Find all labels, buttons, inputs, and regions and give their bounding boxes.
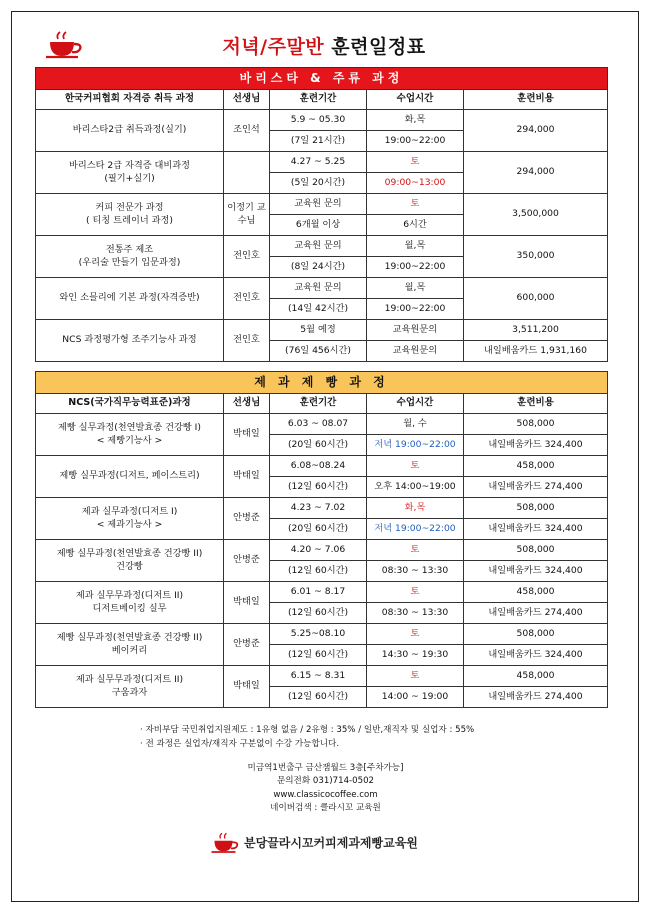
course-name: 전통주 제조 [105,244,154,256]
table-row [36,624,608,645]
course-name-cell [36,540,224,582]
fee-card-cell: 내일배움카드 324,400 [464,561,608,582]
period-duration-cell: (7일 21시간) [270,131,367,152]
website-link[interactable]: www.classicocoffee.com [273,789,378,800]
teacher-cell: 박태일 [224,414,270,456]
teacher-cell [224,152,270,194]
fee-cell: 3,500,000 [464,194,608,236]
teacher-cell: 이정기 교수님 [224,194,270,236]
class-time-cell: 저녁 19:00~22:00 [367,435,464,456]
period-duration-cell: (12일 60시간) [270,561,367,582]
contact-info [0,762,651,815]
period-cell: 교육원 문의 [270,236,367,257]
teacher-cell: 박태일 [224,666,270,708]
fee-card-cell: 내일배움카드 274,400 [464,687,608,708]
period-duration-cell: (20일 60시간) [270,519,367,540]
class-day-cell: 교육원문의 [367,320,464,341]
class-day-cell: 토 [367,666,464,687]
class-day-cell: 토 [367,582,464,603]
course-name: 와인 소믈리에 기본 과정(자격증반) [59,292,200,304]
period-cell: 5월 예정 [270,320,367,341]
class-time-cell: 6시간 [367,215,464,236]
period-cell: 교육원 문의 [270,194,367,215]
brand-footer [210,828,450,858]
class-time-cell: 14:00 ~ 19:00 [367,687,464,708]
title-main: 훈련일정표 [331,36,426,58]
brand-name: 분당끌라시꼬커피제과제빵교육원 [244,836,418,850]
course-name: 바리스타 2급 자격증 대비과정 [68,160,191,172]
header [44,28,604,64]
fee-card-cell: 내일배움카드 324,400 [464,435,608,456]
course-name: 제과 실무무과정(디저트 II) [75,590,184,602]
course-name-cell [36,624,224,666]
course-name-cell [36,582,224,624]
course-subtitle: < 제빵기능사 > [96,434,163,446]
col-header: 수업시간 [367,394,464,414]
table-header-row [36,394,608,414]
course-subtitle: < 제과기능사 > [96,518,163,530]
course-name: 커피 전문가 과정 [95,202,164,214]
col-header: 한국커피협회 자격증 취득 과정 [36,90,224,110]
col-header: 훈련비용 [464,394,608,414]
course-name-cell [36,194,224,236]
fee-card-cell: 내일배움카드 324,400 [464,645,608,666]
table-header-row [36,90,608,110]
naver-search: 네이버검색 : 클라시꼬 교육원 [270,802,381,813]
notes [140,724,474,752]
col-header: 훈련기간 [270,90,367,110]
course-subtitle: 베이커리 [111,644,148,656]
teacher-cell: 안병준 [224,498,270,540]
period-duration-cell: (12일 60시간) [270,603,367,624]
col-header: NCS(국가직무능력표준)과정 [36,394,224,414]
class-day-cell: 화,목 [367,498,464,519]
course-name: 제과 실무과정(디저트 I) [81,506,178,518]
section-band-title: 제 과 제 빵 과 정 [36,372,608,394]
period-cell: 4.23 ~ 7.02 [270,498,367,519]
class-time-cell: 저녁 19:00~22:00 [367,519,464,540]
class-time-cell: 08:30 ~ 13:30 [367,561,464,582]
table-row [36,456,608,477]
table-row [36,414,608,435]
fee-cell: 508,000 [464,624,608,645]
fee-card-cell: 내일배움카드 324,400 [464,519,608,540]
period-duration-cell: (14일 42시간) [270,299,367,320]
address: 미금역1번출구 금산잼월드 3층[주차가능] [247,763,404,773]
table-row [36,498,608,519]
title-highlight: 저녁/주말반 [222,36,325,58]
table-row [36,320,608,341]
fee-cell: 350,000 [464,236,608,278]
phone: 문의전화 031)714-0502 [276,776,375,787]
class-day-cell: 월,목 [367,236,464,257]
period-cell: 6.01 ~ 8.17 [270,582,367,603]
period-duration-cell: (12일 60시간) [270,645,367,666]
fee-cell: 294,000 [464,110,608,152]
table-row [36,194,608,215]
period-duration-cell: (8일 24시간) [270,257,367,278]
course-name-cell [36,110,224,152]
course-name: 바리스타2급 취득과정(실기) [72,124,187,136]
class-time-cell: 19:00~22:00 [367,257,464,278]
section-band [36,68,608,90]
section-band-title: 바리스타 & 주류 과정 [36,68,608,90]
course-name: 제빵 실무과정(디저트, 페이스트리) [59,470,200,482]
col-header: 수업시간 [367,90,464,110]
section-band [36,372,608,394]
fee-card-cell: 내일배움카드 274,400 [464,603,608,624]
fee-cell: 508,000 [464,498,608,519]
note-line: · 전 과정은 실업자/재직자 구분없이 수강 가능합니다. [140,738,340,749]
table-row [36,110,608,131]
fee-cell: 508,000 [464,540,608,561]
class-time-cell: 오후 14:00~19:00 [367,477,464,498]
course-subtitle: 건강빵 [116,560,143,572]
period-duration-cell: (76일 456시간) [270,341,367,362]
course-name: 제빵 실무과정(천연발효종 건강빵 I) [58,422,201,434]
period-duration-cell: (20일 60시간) [270,435,367,456]
course-subtitle: ( 티칭 트레이너 과정) [86,214,173,226]
table-row [36,236,608,257]
table-row [36,582,608,603]
period-cell: 교육원 문의 [270,278,367,299]
class-time-cell: 09:00~13:00 [367,173,464,194]
course-subtitle: (우리술 만들기 입문과정) [78,256,181,268]
bakery-schedule-table [35,371,608,708]
course-name: NCS 과정평가형 조주기능사 과정 [62,334,197,346]
period-cell: 4.20 ~ 7.06 [270,540,367,561]
barista-schedule-table [35,67,608,362]
teacher-cell: 전인호 [224,320,270,362]
table-row [36,540,608,561]
fee-cell: 600,000 [464,278,608,320]
teacher-cell: 박태일 [224,456,270,498]
teacher-cell: 박태일 [224,582,270,624]
class-day-cell: 토 [367,152,464,173]
period-cell: 6.15 ~ 8.31 [270,666,367,687]
note-line: · 자비부담 국민취업지원제도 : 1유형 없음 / 2유형 : 35% / 일반,재직자 및 실업자 : 55% [140,725,475,735]
course-name-cell [36,498,224,540]
page-title [44,32,604,59]
class-day-cell: 월, 수 [367,414,464,435]
fee-cell: 508,000 [464,414,608,435]
col-header: 선생님 [224,394,270,414]
class-time-cell: 14:30 ~ 19:30 [367,645,464,666]
col-header: 선생님 [224,90,270,110]
fee-card-cell: 내일배움카드 1,931,160 [464,341,608,362]
class-day-cell: 토 [367,624,464,645]
col-header: 훈련비용 [464,90,608,110]
class-day-cell: 토 [367,456,464,477]
course-name-cell [36,152,224,194]
course-name-cell [36,278,224,320]
class-day-cell: 월,목 [367,278,464,299]
class-time-cell: 19:00~22:00 [367,131,464,152]
period-duration-cell: (12일 60시간) [270,687,367,708]
period-duration-cell: (5일 20시간) [270,173,367,194]
period-cell: 5.25~08.10 [270,624,367,645]
course-subtitle: (필기+실기) [104,172,155,184]
teacher-cell: 조인석 [224,110,270,152]
course-name-cell [36,414,224,456]
period-cell: 6.03 ~ 08.07 [270,414,367,435]
table-row [36,666,608,687]
period-duration-cell: (12일 60시간) [270,477,367,498]
teacher-cell: 전인호 [224,278,270,320]
period-cell: 6.08~08.24 [270,456,367,477]
course-name: 제빵 실무과정(천연발효종 건강빵 II) [56,548,203,560]
fee-cell: 458,000 [464,666,608,687]
table-row [36,278,608,299]
teacher-cell: 안병준 [224,624,270,666]
fee-cell: 458,000 [464,582,608,603]
course-subtitle: 디저트베이킹 실무 [92,602,167,614]
class-time-cell: 교육원문의 [367,341,464,362]
period-cell: 4.27 ~ 5.25 [270,152,367,173]
fee-cell: 294,000 [464,152,608,194]
class-time-cell: 19:00~22:00 [367,299,464,320]
fee-cell: 458,000 [464,456,608,477]
period-cell: 5.9 ~ 05.30 [270,110,367,131]
coffee-cup-icon [210,830,240,856]
teacher-cell: 안병준 [224,540,270,582]
teacher-cell: 전인호 [224,236,270,278]
course-name: 제과 실무무과정(디저트 II) [75,674,184,686]
table-row [36,152,608,173]
course-subtitle: 구움과자 [111,686,148,698]
course-name: 제빵 실무과정(천연발효종 건강빵 II) [56,632,203,644]
fee-card-cell: 내일배움카드 274,400 [464,477,608,498]
course-name-cell [36,320,224,362]
class-day-cell: 화,목 [367,110,464,131]
col-header: 훈련기간 [270,394,367,414]
period-duration-cell: 6개월 이상 [270,215,367,236]
class-time-cell: 08:30 ~ 13:30 [367,603,464,624]
class-day-cell: 토 [367,540,464,561]
course-name-cell [36,236,224,278]
class-day-cell: 토 [367,194,464,215]
fee-cell: 3,511,200 [464,320,608,341]
course-name-cell [36,666,224,708]
course-name-cell [36,456,224,498]
